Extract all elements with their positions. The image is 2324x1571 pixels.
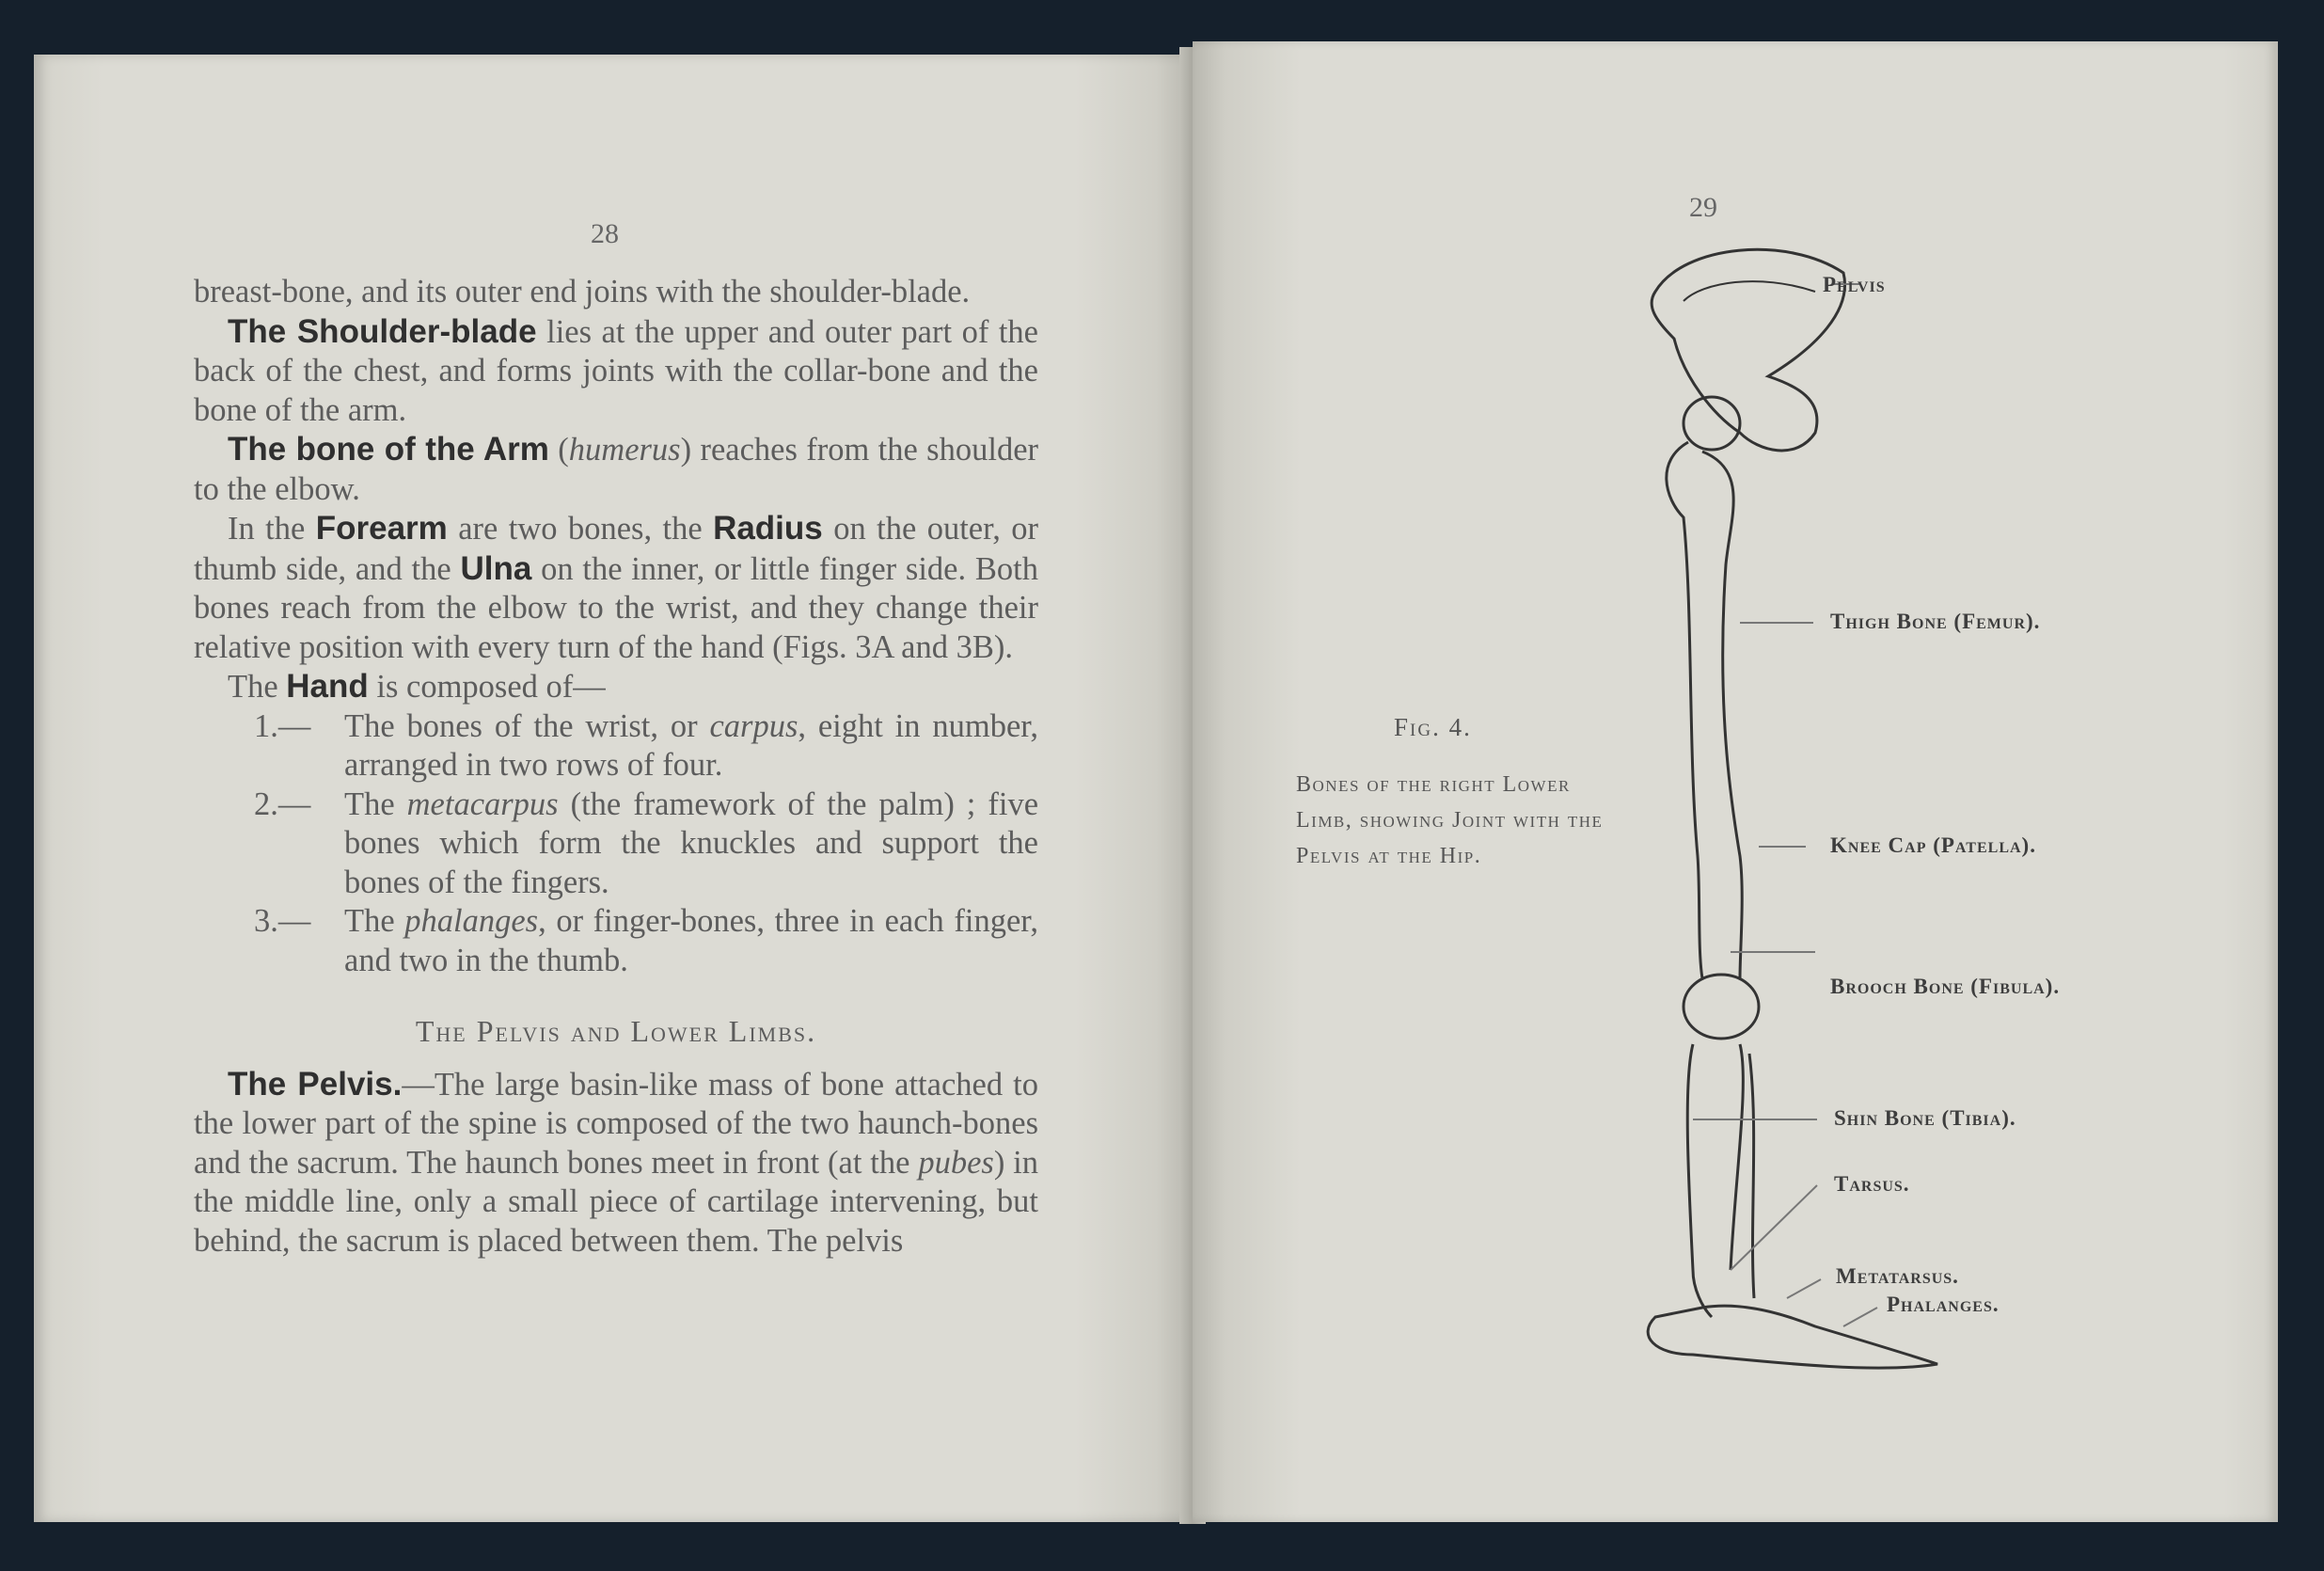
heading-pelvis: The Pelvis. bbox=[228, 1065, 403, 1103]
label-metatarsus: Metatarsus. bbox=[1836, 1264, 1959, 1288]
left-page-text bbox=[194, 273, 1038, 1261]
list-text: The bbox=[344, 903, 405, 939]
italic-term: pubes bbox=[918, 1144, 994, 1181]
label-tarsus: Tarsus. bbox=[1834, 1172, 1910, 1196]
page-number-left: 28 bbox=[591, 218, 619, 249]
label-tibia: Shin Bone (Tibia). bbox=[1834, 1106, 2016, 1130]
heading-ulna: Ulna bbox=[460, 549, 532, 587]
heading-shoulder-blade: The Shoulder-blade bbox=[228, 312, 537, 350]
list-item bbox=[194, 786, 1038, 903]
paragraph-hand bbox=[194, 667, 1038, 707]
heading-arm: The bone of the Arm bbox=[228, 431, 549, 468]
femur-head bbox=[1684, 397, 1740, 450]
leader-phalanges bbox=[1843, 1308, 1877, 1326]
tibia bbox=[1687, 1044, 1743, 1317]
paragraph-forearm bbox=[194, 509, 1038, 667]
italic-term: carpus bbox=[709, 707, 798, 744]
paragraph-text: —The large basin-like mass of bone attached to the lower part of the spine is composed of the two haunch-bones and the sacrum. The haunch bones meet in front (at the bbox=[194, 1066, 1038, 1181]
paragraph-text: lies at the upper and outer part of the back of the chest, and forms joints with the collar-bone and the bone of the arm. bbox=[194, 313, 1038, 428]
label-femur: Thigh Bone (Femur). bbox=[1830, 610, 2041, 633]
leader-tarsus bbox=[1731, 1185, 1817, 1270]
list-text: The bbox=[344, 786, 407, 822]
list-text: The bones of the wrist, or bbox=[344, 707, 710, 744]
list-text: (the framework of the palm) ; five bones which form the knuckles and support the bones of the fingers. bbox=[344, 786, 1039, 900]
list-number: 2.— bbox=[254, 786, 311, 822]
label-patella: Knee Cap (Patella). bbox=[1830, 833, 2036, 857]
leg-bones-illustration bbox=[1599, 235, 2163, 1383]
figure-description: Bones of the right Lower Limb, showing Joint with the Pelvis at the Hip. bbox=[1296, 772, 1604, 868]
fibula bbox=[1749, 1054, 1754, 1298]
italic-term: metacarpus bbox=[406, 786, 559, 822]
paragraph-arm: The bone of the Arm (humerus) reaches from the shoulder to the elbow. bbox=[194, 431, 1038, 507]
heading-forearm: Forearm bbox=[315, 510, 448, 547]
paragraph-text: The bbox=[228, 669, 287, 705]
list-item bbox=[194, 707, 1038, 786]
femur bbox=[1667, 442, 1742, 978]
figure-caption bbox=[1296, 713, 1606, 874]
list-number: 1.— bbox=[254, 707, 311, 744]
page-number-right: 29 bbox=[1689, 192, 1717, 223]
pelvis-bone bbox=[1652, 249, 1844, 451]
figure-number: Fig. 4. bbox=[1394, 713, 1472, 741]
paragraph-text: on the inner, or little finger side. Both bones reach from the elbow to the wrist, and they change their relative position with every turn of the hand (Figs. 3A and 3B). bbox=[194, 550, 1038, 665]
paragraph-text: ) in the middle line, only a small piece of cartilage intervening, but behind, the sacrum is placed between them. The pelvis bbox=[194, 1144, 1038, 1259]
label-fibula: Brooch Bone (Fibula). bbox=[1830, 975, 2061, 998]
italic-term: humerus bbox=[568, 432, 681, 468]
list-number: 3.— bbox=[254, 903, 311, 939]
label-pelvis: Pelvis bbox=[1823, 273, 1886, 296]
patella bbox=[1684, 975, 1759, 1039]
heading-hand: Hand bbox=[286, 668, 369, 705]
paragraph-text: is composed of— bbox=[368, 669, 606, 705]
section-title: The Pelvis and Lower Limbs. bbox=[415, 1014, 817, 1048]
heading-radius: Radius bbox=[713, 510, 823, 547]
paragraph-pelvis bbox=[194, 1065, 1038, 1262]
paragraph-text: reaches from the shoulder to the elbow. bbox=[194, 432, 1038, 507]
label-phalanges: Phalanges. bbox=[1887, 1293, 2000, 1316]
list-text: , eight in number, arranged in two rows of four. bbox=[344, 707, 1038, 783]
list-text: , or finger-bones, three in each finger, and two in the thumb. bbox=[344, 903, 1038, 978]
italic-term: phalanges bbox=[404, 903, 539, 939]
list-item bbox=[194, 902, 1038, 980]
paragraph-shoulder-blade bbox=[194, 312, 1038, 431]
paragraph-text: are two bones, the bbox=[447, 511, 714, 547]
paragraph-text: on the outer, or thumb side, and the bbox=[194, 511, 1038, 587]
paragraph-text: breast-bone, and its outer end joins with the shoulder-blade. bbox=[194, 274, 971, 309]
paragraph bbox=[194, 273, 1038, 312]
leader-metatarsus bbox=[1787, 1279, 1821, 1298]
paragraph-text: In the bbox=[228, 511, 316, 547]
